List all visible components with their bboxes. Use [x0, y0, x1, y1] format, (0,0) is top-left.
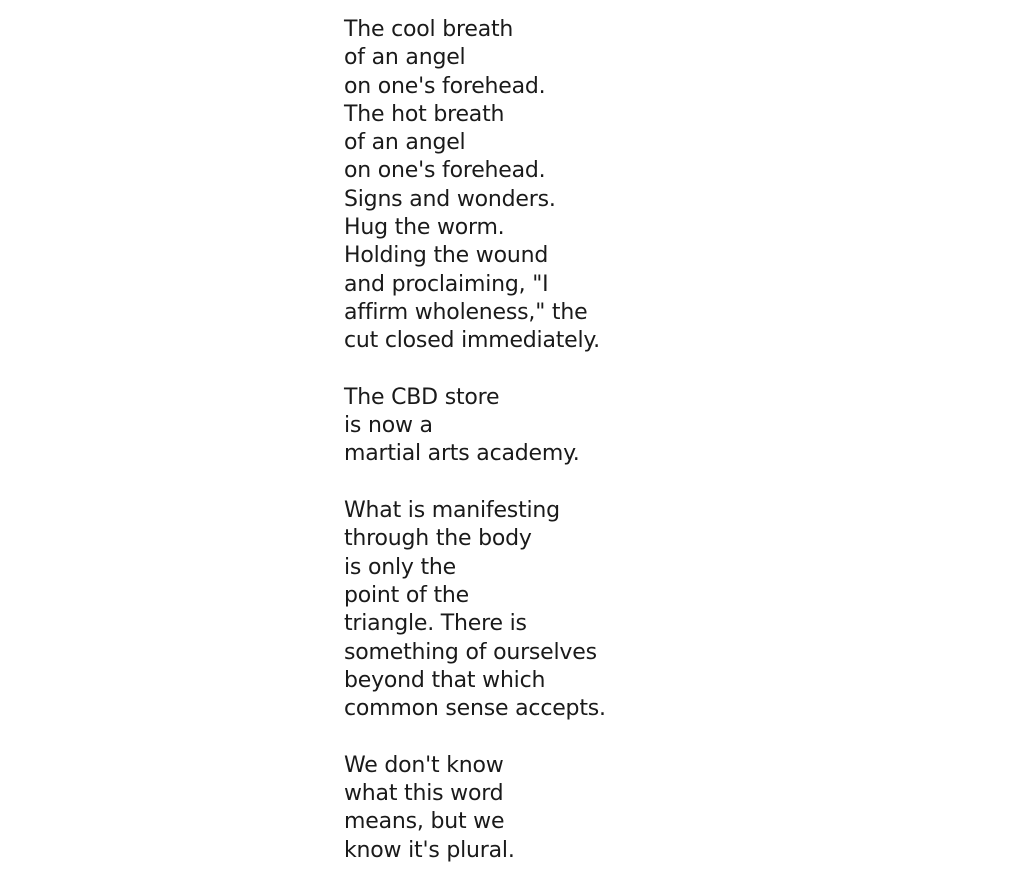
poem-line: martial arts academy.: [344, 441, 580, 467]
stanza-3: [344, 497, 606, 723]
poem-line: beyond that which: [344, 667, 546, 693]
poem-text: [344, 16, 606, 865]
poem-line: cut closed immediately.: [344, 328, 600, 354]
poem-line: Signs and wonders.: [344, 186, 556, 212]
poem-line: The CBD store: [344, 384, 500, 410]
poem-line: of an angel: [344, 130, 466, 156]
poem-line: triangle. There is: [344, 611, 527, 637]
poem-line: Holding the wound: [344, 243, 549, 269]
poem-line: What is manifesting: [344, 498, 560, 524]
poem-line: common sense accepts.: [344, 696, 606, 722]
poem-line: through the body: [344, 526, 532, 552]
poem-line: what this word: [344, 781, 504, 807]
poem-line: The cool breath: [344, 17, 514, 42]
poem-line: and proclaiming, "I: [344, 271, 549, 297]
poem-line: The hot breath: [344, 101, 505, 127]
poem-line: is now a: [344, 413, 433, 439]
poem-line: Hug the worm.: [344, 215, 505, 241]
poem-line: on one's forehead.: [344, 158, 546, 184]
poem-line: something of ourselves: [344, 639, 597, 665]
poem-line: on one's forehead.: [344, 73, 546, 99]
poem-line: means, but we: [344, 809, 505, 835]
poem-line: point of the: [344, 582, 470, 608]
stanza-4: [344, 752, 606, 865]
poem-line: of an angel: [344, 45, 466, 71]
poem-line: know it's plural.: [344, 837, 515, 863]
poem-line: We don't know: [344, 752, 504, 778]
poem-line: is only the: [344, 554, 457, 580]
stanza-1: [344, 16, 606, 356]
stanza-2: [344, 384, 606, 469]
poem-line: affirm wholeness," the: [344, 299, 588, 325]
